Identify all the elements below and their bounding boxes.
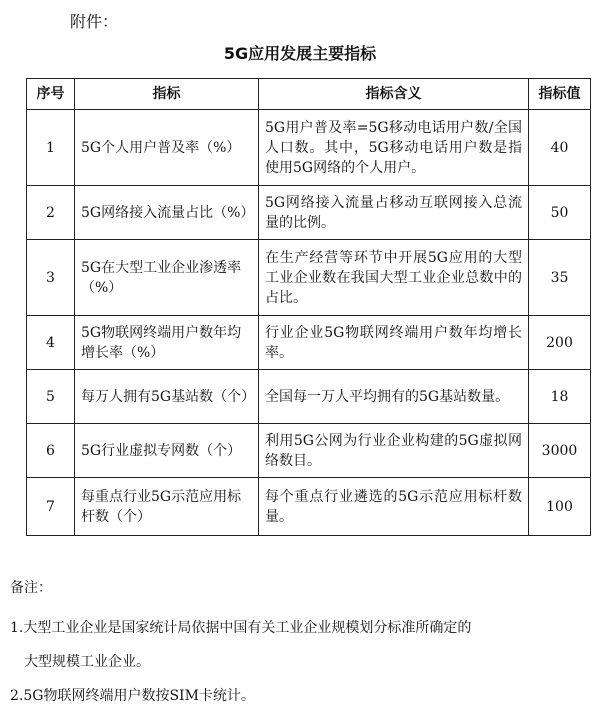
row-indicator: 5G行业虚拟专网数（个） (75, 424, 259, 478)
row-indicator: 每重点行业5G示范应用标杆数（个） (75, 478, 259, 536)
table-header-row (27, 79, 591, 110)
header-definition: 指标含义 (259, 79, 529, 110)
note-1-line-1: 1.大型工业企业是国家统计局依据中国有关工业企业规模划分标准所确定的 (10, 620, 472, 636)
document-title: 5G应用发展主要指标 (223, 44, 377, 63)
row-definition: 行业企业5G物联网终端用户数年均增长率。 (259, 316, 529, 370)
table-row (27, 110, 591, 186)
attachment-label: 附件： (70, 12, 119, 31)
row-no: 5 (27, 370, 75, 424)
notes-heading: 备注： (10, 580, 52, 596)
row-value: 3000 (529, 424, 591, 478)
row-indicator: 5G物联网终端用户数年均增长率（%） (75, 316, 259, 370)
table-row (27, 370, 591, 424)
row-no: 2 (27, 186, 75, 240)
row-no: 6 (27, 424, 75, 478)
row-no: 1 (27, 110, 75, 186)
row-definition: 全国每一万人平均拥有的5G基站数量。 (259, 370, 529, 424)
row-definition: 利用5G公网为行业企业构建的5G虚拟网络数目。 (259, 424, 529, 478)
table-row (27, 424, 591, 478)
row-indicator: 5G网络接入流量占比（%） (75, 186, 259, 240)
table-row (27, 478, 591, 536)
table-row (27, 240, 591, 316)
table-row (27, 316, 591, 370)
note-2: 2.5G物联网终端用户数按SIM卡统计。 (10, 688, 255, 704)
header-no: 序号 (27, 79, 75, 110)
row-value: 200 (529, 316, 591, 370)
row-indicator: 5G在大型工业企业渗透率（%） (75, 240, 259, 316)
row-indicator: 每万人拥有5G基站数（个） (75, 370, 259, 424)
row-no: 3 (27, 240, 75, 316)
row-no: 4 (27, 316, 75, 370)
header-indicator: 指标 (75, 79, 259, 110)
row-definition: 5G网络接入流量占移动互联网接入总流量的比例。 (259, 186, 529, 240)
header-value: 指标值 (529, 79, 591, 110)
row-value: 40 (529, 110, 591, 186)
row-value: 50 (529, 186, 591, 240)
metrics-table (26, 78, 591, 536)
row-definition: 在生产经营等环节中开展5G应用的大型工业企业数在我国大型工业企业总数中的占比。 (259, 240, 529, 316)
row-definition: 每个重点行业遴选的5G示范应用标杆数量。 (259, 478, 529, 536)
note-1-line-2: 大型规模工业企业。 (24, 654, 150, 670)
row-value: 100 (529, 478, 591, 536)
row-value: 18 (529, 370, 591, 424)
table-row (27, 186, 591, 240)
row-indicator: 5G个人用户普及率（%） (75, 110, 259, 186)
row-definition: 5G用户普及率=5G移动电话用户数/全国人口数。其中，5G移动电话用户数是指使用5G网络的个人用户。 (259, 110, 529, 186)
row-value: 35 (529, 240, 591, 316)
row-no: 7 (27, 478, 75, 536)
